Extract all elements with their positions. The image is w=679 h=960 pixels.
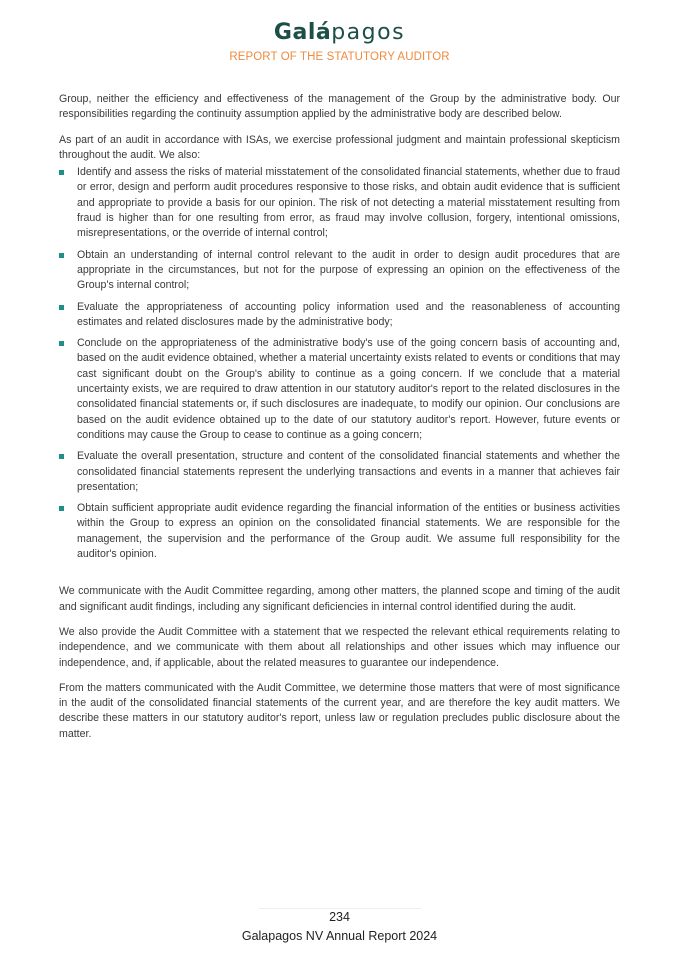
list-item [59, 336, 620, 443]
list-item-text: Conclude on the appropriateness of the administrative body's use of the going concern basis of accounting and, based on the audit evidence obtained, whether a material uncertainty exists related to events or conditions that may cast significant doubt on the Group's ability to continue as a going concern. If we conclude that a material uncertainty exists, we are required to draw attention in our statutory auditor's report to the related disclosures in the consolidated financial statements or, if such disclosures are inadequate, to modify our opinion. Our conclusions are based on the audit evidence obtained up to the date of our statutory auditor's report. However, future events or conditions may cause the Group to cease to continue as a going concern; [77, 337, 620, 441]
list-item-text: Evaluate the appropriateness of accounting policy information used and the reasonableness of accounting estimates and related disclosures made by the administrative body; [77, 300, 620, 328]
closing-paragraph: From the matters communicated with the Audit Committee, we determine those matters that were of most significance in the audit of the consolidated financial statements of the current year, and are therefore the key audit matters. We describe these matters in our statutory auditor's report, unless law or regulation precludes public disclosure about the matter. [59, 681, 620, 740]
list-item [59, 248, 620, 294]
footer-report-title: Galapagos NV Annual Report 2024 [241, 929, 438, 943]
page-footer [0, 908, 679, 944]
bullet-square-icon [59, 253, 64, 258]
bullet-square-icon [59, 170, 64, 175]
list-item-text: Evaluate the overall presentation, structure and content of the consolidated financial statements and whether the consolidated financial statements represent the underlying transactions and events in a manner that achieves fair presentation; [77, 450, 620, 493]
list-item [59, 300, 620, 331]
procedure-list [59, 165, 620, 562]
bullet-square-icon [59, 305, 64, 310]
section-title: REPORT OF THE STATUTORY AUDITOR [229, 51, 450, 63]
section-spacer [59, 568, 620, 584]
list-item-text: Obtain sufficient appropriate audit evidence regarding the financial information of the entities or business activities within the Group to express an opinion on the consolidated financial statements. We are responsible for the management, the supervision and the performance of the Group audit. We assume full responsibility for the auditor's opinion. [77, 502, 620, 561]
bullet-square-icon [59, 341, 64, 346]
closing-paragraph: We communicate with the Audit Committee regarding, among other matters, the planned scope and timing of the audit and significant audit findings, including any significant deficiencies in internal control identified during the audit. [59, 585, 620, 613]
report-body [59, 92, 620, 752]
logo-bold-part: Galá [273, 20, 332, 45]
logo-light-part: pagos [331, 20, 406, 45]
list-item [59, 449, 620, 495]
lead-paragraph: As part of an audit in accordance with ISAs, we exercise professional judgment and maintain professional skepticism throughout the audit. We also: [59, 133, 620, 161]
bullet-square-icon [59, 506, 64, 511]
footer-divider [259, 908, 421, 909]
page-number: 234 [329, 910, 350, 924]
company-logo [0, 20, 679, 46]
intro-paragraph: Group, neither the efficiency and effectiveness of the management of the Group by the administrative body. Our responsibilities regarding the continuity assumption applied by the administrative body are described below. [59, 93, 620, 121]
list-item [59, 165, 620, 241]
list-item [59, 501, 620, 562]
list-item-text: Obtain an understanding of internal control relevant to the audit in order to design audit procedures that are appropriate in the circumstances, but not for the purpose of expressing an opinion on the effectiveness of the Group's internal control; [77, 248, 620, 292]
bullet-square-icon [59, 454, 64, 459]
page-header [0, 20, 679, 63]
list-item-text: Identify and assess the risks of material misstatement of the consolidated financial statements, whether due to fraud or error, design and perform audit procedures responsive to those risks, and obtain audit evidence that is sufficient and appropriate to provide a basis for our opinion. The risk of not detecting a material misstatement resulting from fraud is higher than for one resulting from error, as fraud may involve collusion, forgery, intentional omissions, misrepresentations, or the override of internal control; [77, 166, 620, 240]
closing-paragraph: We also provide the Audit Committee with a statement that we respected the relevant ethical requirements relating to independence, and we communicate with them about all relationships and other issues which may influence our independence, and, if applicable, about the related measures to guarantee our independence. [59, 625, 620, 669]
